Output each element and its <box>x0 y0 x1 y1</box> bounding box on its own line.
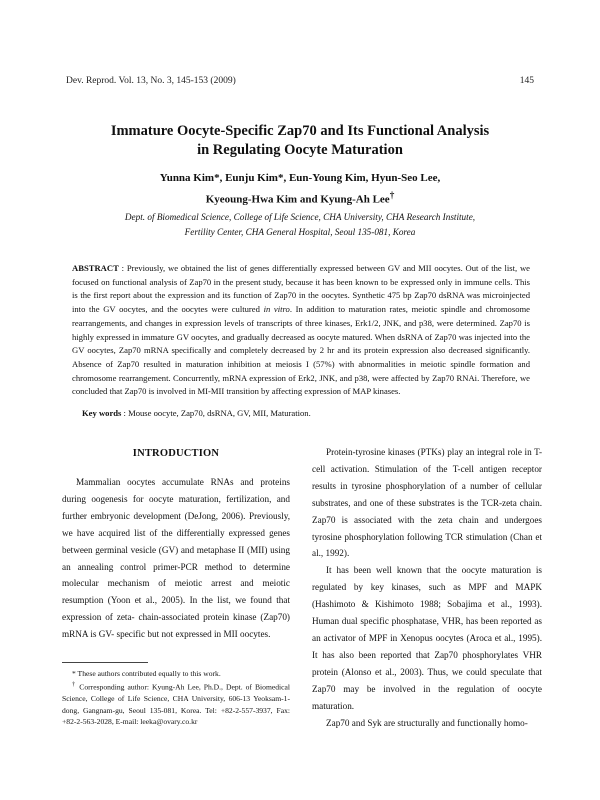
author-list <box>60 170 540 209</box>
running-header <box>66 76 534 86</box>
abstract-label: ABSTRACT <box>72 263 119 273</box>
authors-line-1: Yunna Kim*, Eunju Kim*, Eun-Young Kim, Hyun-Seo Lee, <box>159 172 441 184</box>
keywords <box>82 407 530 421</box>
abstract <box>72 262 530 399</box>
right-paragraph-1: Protein-tyrosine kinases (PTKs) play an integral role in T-cell activation. Stimulation of the T-cell antigen receptor results in tyrosine phosphorylation of a number of cellular substrates, and one of these substrates is the TCR-zeta chain. Zap70 is associated with the zeta chain and undergoes tyrosine phosphorylation following TCR stimulation (Chan et al., 1992). <box>312 447 542 559</box>
keywords-label: Key words <box>82 408 122 418</box>
affiliation-line-2: Fertility Center, CHA General Hospital, Seoul 135-081, Korea <box>184 227 416 237</box>
right-paragraph-3: Zap70 and Syk are structurally and functionally homo- <box>326 717 528 728</box>
footnotes <box>62 668 290 728</box>
footnote-divider <box>62 662 148 663</box>
footnote-corresponding <box>62 679 290 727</box>
abstract-italic: in vitro <box>263 304 290 315</box>
right-column <box>312 444 542 731</box>
authors-line-2-text: Kyeoung-Hwa Kim and Kyung-Ah Lee <box>205 193 390 206</box>
abstract-text: : Previously, we obtained the list of genes differentially expressed between GV and MII oocytes. Out of the list, we focused on functional analysis of Zap70 in the present study, because it has been known to be expressed only in immune cells. This is the first report about the expression and its function of Zap70 in the oocytes. Synthetic 475 bp Zap70 dsRNA was microinjected into the GV oocytes, and the oocytes were cultured <box>72 263 530 315</box>
footnote-dagger-mark: † <box>72 681 77 689</box>
abstract-text-end: . In addition to maturation rates, meiotic spindle and chromosome rearrangements, and changes in expression levels of transcripts of three kinases, Erk1/2, JNK, and p38, were determined. Zap70 is highly expressed in immature GV oocytes, and gradually decreased as oocyte matured. When dsRNA of Zap70 was injected into the GV oocytes, Zap70 mRNA specifically and completely decreased by 2 hr and its protein expression also decreased significantly. Absence of Zap70 resulted in maturation inhibition at meiosis I (57%) with abnormalities in meiotic spindle formation and chromosome rearrangement. Concurrently, mRNA expression of Erk2, JNK, and p38, were affected by Zap70 RNAi. Therefore, we concluded that Zap70 is involved in MI-MII transition by affecting expression of MAP kinases. <box>72 304 530 397</box>
left-column <box>62 448 290 643</box>
affiliation-line-1: Dept. of Biomedical Science, College of Life Science, CHA University, CHA Research Institute, <box>124 212 476 222</box>
footnote-equal-contribution: * These authors contributed equally to this work. <box>72 669 221 678</box>
affiliation <box>80 210 520 240</box>
page-number: 145 <box>519 76 534 86</box>
authors-line-2 <box>60 187 540 209</box>
corresponding-author-mark: † <box>389 190 395 200</box>
right-paragraph-2: It has been well known that the oocyte maturation is regulated by key kinases, such as MPF and MAPK (Hashimoto & Kishimoto 1988; Sobajima et al., 1993). Human dual specific phosphatase, VHR, has been reported as an activator of MPF in Xenopus oocytes (Aroca et al., 1995). It has also been reported that Zap70 phosphorylates VHR protein (Alonso et al., 2003). Thus, we could speculate that Zap70 may be involved in the regulation of oocyte maturation. <box>312 565 542 711</box>
introduction-heading: INTRODUCTION <box>132 448 220 459</box>
keywords-text: : Mouse oocyte, Zap70, dsRNA, GV, MII, Maturation. <box>121 408 311 418</box>
introduction-paragraph-1: Mammalian oocytes accumulate RNAs and proteins during oogenesis for oocyte maturation, fertilization, and further embryonic development (DeJong, 2006). Previously, we have acquired list of the differentially expressed genes between germinal vesicle (GV) and metaphase II (MII) using an annealing control primer-PCR method to determine molecular mechanism of meiotic arrest and meiotic resumption (Yoon et al., 2005). In the list, we found that expression of zeta- chain-associated protein kinase (Zap70) mRNA is GV- specific but not expressed in MII oocytes. <box>62 477 290 640</box>
title-line-2: in Regulating Oocyte Maturation <box>197 142 403 158</box>
title-line-1: Immature Oocyte-Specific Zap70 and Its Functional Analysis <box>110 123 490 139</box>
journal-citation: Dev. Reprod. Vol. 13, No. 3, 145-153 (2009) <box>66 76 236 86</box>
footnote-corresponding-text: Corresponding author: Kyung-Ah Lee, Ph.D., Dept. of Biomedical Science, College of Life Science, CHA University, 606-13 Yeoksam-1-dong, Gangnam-gu, Seoul 135-081, Korea. Tel: +82-2-557-3937, Fax: +82-2-563-2028, E-mail: leeka@ovary.co.kr <box>62 682 290 727</box>
article-title <box>60 122 540 160</box>
